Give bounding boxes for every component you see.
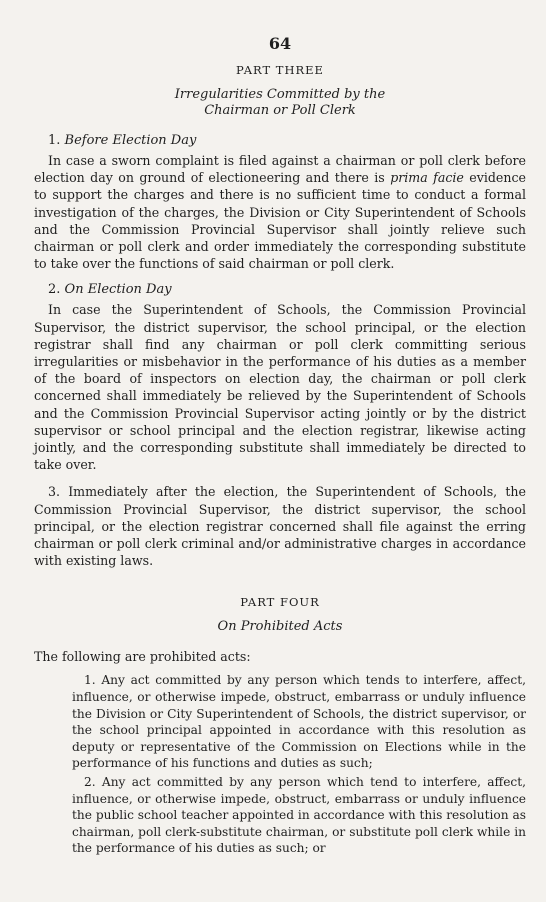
list-item: 1. Any act committed by any person which tends to interfere, affect, influence, or otherwise impede, obstruct, embarrass or unduly influence the Division or City Superintendent of Schools, the district supervisor, or the school principal appointed in accordance with this resolution as deputy or representative of the Commission on Elections while in the performance of his functions and duties as such; bbox=[72, 673, 526, 771]
part-four-title: PART FOUR bbox=[240, 595, 320, 610]
section-1-number: 1. bbox=[48, 133, 61, 148]
part-four bbox=[34, 595, 526, 857]
section-1-title: Before Election Day bbox=[64, 133, 197, 148]
prohibited-acts-intro: The following are prohibited acts: bbox=[34, 649, 251, 665]
prohibited-acts-list bbox=[34, 672, 526, 857]
section-1-text-b: evidence to support the charges and there is no sufficient time to conduct a formal investigation of the charges, the Division or City Superintendent of Schools and the Commission Provincial Supervisor shall jointly relieve such chairman or poll clerk and order immediately the corresponding substitute to take over the functions of said chairman or poll clerk. bbox=[34, 170, 526, 272]
section-1-text-a: In case a sworn complaint is filed against a chairman or poll clerk before election day on ground of electioneering and there is bbox=[34, 153, 526, 186]
part-three-subtitle bbox=[34, 87, 526, 119]
section-1-paragraph bbox=[34, 152, 526, 272]
section-3-paragraph: 3. Immediately after the election, the Superintendent of Schools, the Commission Provincial Supervisor, the district supervisor, the school principal, or the election registrar concerned shall file against the erring chairman or poll clerk criminal and/or administrative charges in accordance with existing laws. bbox=[34, 484, 526, 569]
document-page bbox=[34, 34, 526, 859]
list-item: 2. Any act committed by any person which tend to interfere, affect, influence, or otherwise impede, obstruct, embarrass or unduly influence the public school teacher appointed in accordance with this resolution as chairman, poll clerk-substitute chairman, or substitute poll clerk while in the performance of his duties as such; or bbox=[72, 775, 526, 856]
section-2-title: On Election Day bbox=[64, 282, 172, 298]
subtitle-line-1: Irregularities Committed by the bbox=[174, 87, 386, 102]
section-2-number: 2. bbox=[48, 282, 61, 298]
section-2-paragraph: In case the Superintendent of Schools, the Commission Provincial Supervisor, the district supervisor, the school principal, or the election registrar shall find any chairman or poll clerk committing serious irregularities or misbehavior in the performance of his duties as a member of the board of inspectors on election day, the chairman or poll clerk concerned shall immediately be relieved by the Superintendent of Schools and the Commission Provincial Supervisor acting jointly or by the district supervisor or school principal and the election registrar, likewise acting jointly, and the corresponding substitute shall immediately be directed to take over. bbox=[34, 302, 526, 473]
page-number: 64 bbox=[268, 34, 292, 53]
part-three-title: PART THREE bbox=[236, 63, 324, 77]
section-1-text-italic: prima facie bbox=[390, 170, 464, 186]
section-2-heading bbox=[48, 282, 526, 297]
section-1-heading bbox=[48, 133, 526, 148]
subtitle-line-2: Chairman or Poll Clerk bbox=[204, 103, 356, 118]
part-four-subtitle: On Prohibited Acts bbox=[217, 619, 343, 635]
